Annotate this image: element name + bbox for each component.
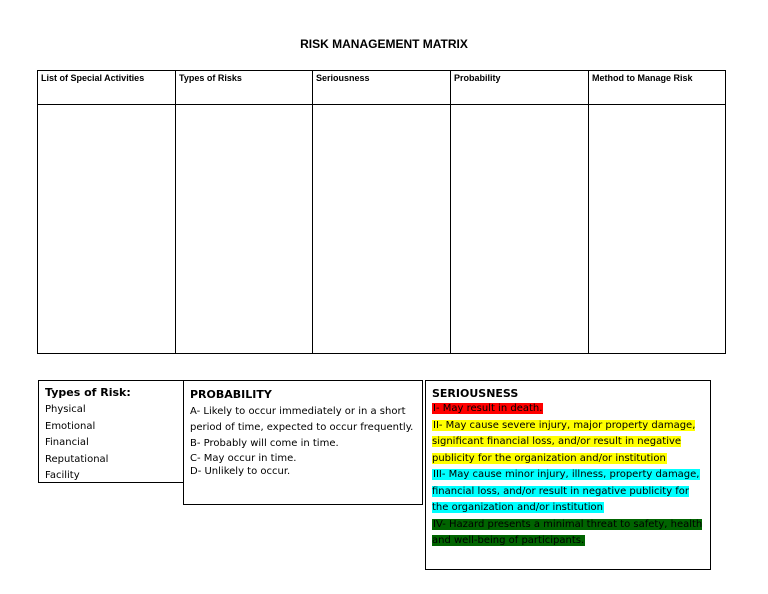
probability-item-c: C- May occur in time. <box>190 453 297 464</box>
column-header-special-activities: List of Special Activities <box>38 71 176 105</box>
types-of-risk-box <box>38 380 184 483</box>
types-of-risk-heading: Types of Risk: <box>45 386 131 399</box>
seriousness-text-i: I- May result in death. <box>433 403 543 414</box>
seriousness-item-i <box>432 401 704 418</box>
matrix-header-row <box>38 71 726 105</box>
cell-method-to-manage-risk[interactable] <box>589 105 726 354</box>
probability-item-d: D- Unlikely to occur. <box>190 466 291 477</box>
column-header-types-of-risks: Types of Risks <box>176 71 313 105</box>
cell-types-of-risks[interactable] <box>176 105 313 354</box>
seriousness-text-iii: III- May cause minor injury, illness, property damage, financial loss, and/or result in negative publicity for the organization and/or institution <box>432 469 700 513</box>
risk-matrix-table <box>37 70 726 354</box>
matrix-body-row <box>38 105 726 354</box>
risk-type-item: Emotional <box>45 420 96 432</box>
cell-special-activities[interactable] <box>38 105 176 354</box>
risk-type-item: Reputational <box>45 453 109 465</box>
seriousness-item-ii <box>432 418 704 468</box>
seriousness-text-iv: IV- Hazard presents a minimal threat to safety, health and well-being of participants. <box>432 518 703 546</box>
risk-type-item: Facility <box>45 470 80 481</box>
column-header-method-to-manage-risk: Method to Manage Risk <box>589 71 726 105</box>
risk-type-item: Financial <box>45 437 89 448</box>
seriousness-text-ii: II- May cause severe injury, major property damage, significant financial loss, and/or result in negative publicity for the organization and/or institution <box>432 419 696 464</box>
column-header-probability: Probability <box>451 71 589 105</box>
risk-type-item: Physical <box>45 404 86 415</box>
page-title: RISK MANAGEMENT MATRIX <box>300 37 468 51</box>
seriousness-box <box>425 380 711 570</box>
seriousness-item-iii <box>432 467 704 517</box>
probability-item-b: B- Probably will come in time. <box>190 438 339 449</box>
cell-probability[interactable] <box>451 105 589 354</box>
probability-heading: PROBABILITY <box>190 388 272 401</box>
probability-item-a: A- Likely to occur immediately or in a short period of time, expected to occur frequently. <box>190 406 414 433</box>
probability-box <box>183 380 423 505</box>
seriousness-item-iv <box>432 517 704 550</box>
seriousness-heading: SERIOUSNESS <box>432 387 519 400</box>
cell-seriousness[interactable] <box>313 105 451 354</box>
column-header-seriousness: Seriousness <box>313 71 451 105</box>
